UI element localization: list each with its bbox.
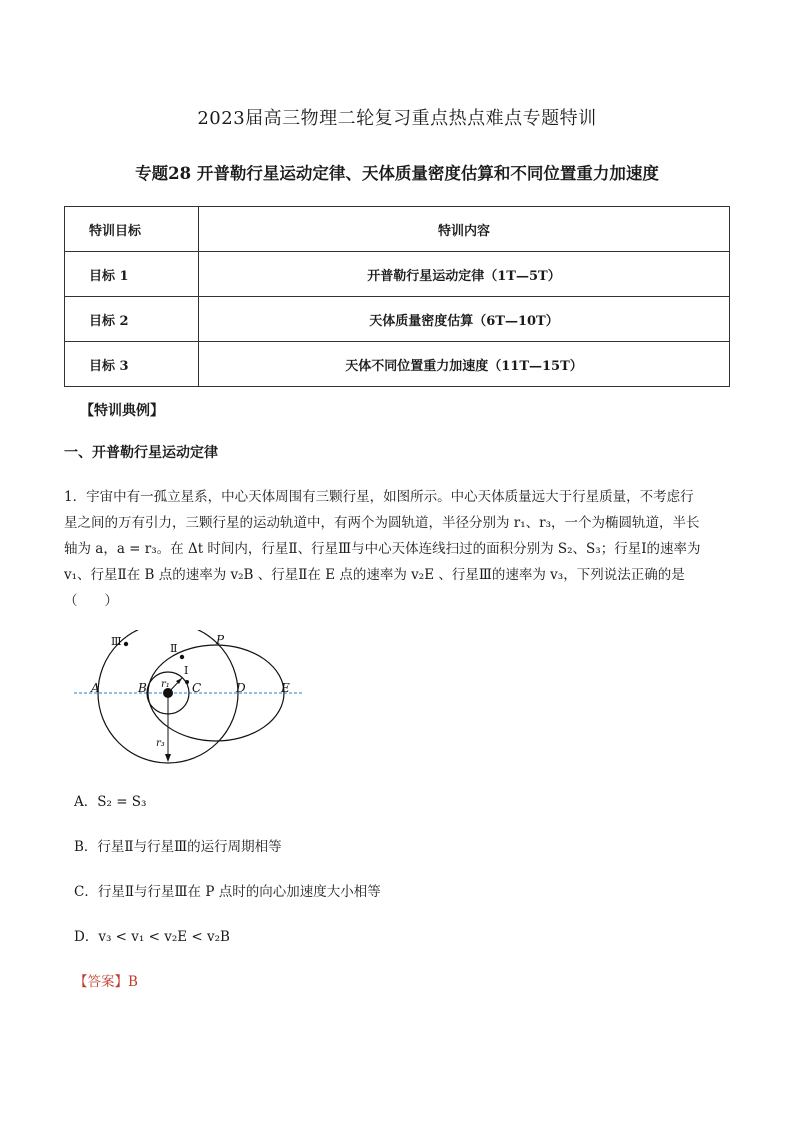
table-row [65, 252, 730, 297]
label-planet-1: Ⅰ [184, 664, 189, 677]
planet-2 [180, 655, 184, 659]
goals-table [64, 206, 730, 387]
table-cell: 天体不同位置重力加速度（11T—15T） [199, 342, 730, 387]
table-cell: 开普勒行星运动定律（1T—5T） [199, 252, 730, 297]
table-cell: 目标 3 [65, 342, 199, 387]
question-text [64, 484, 730, 614]
label-p: P [216, 633, 225, 647]
table-header-row [65, 207, 730, 252]
table-row [65, 297, 730, 342]
option-c: C．行星Ⅱ与行星Ⅲ在 P 点时的向心加速度大小相等 [74, 884, 381, 900]
answer [74, 970, 138, 990]
label-a: A [91, 681, 100, 695]
table-cell: 天体质量密度估算（6T—10T） [199, 297, 730, 342]
label-planet-2: Ⅱ [170, 642, 178, 655]
question-line: 轴为 a，a = r₃。在 Δt 时间内，行星Ⅱ、行星Ⅲ与中心天体连线扫过的面积分别为 S₂、S₃；行星Ⅰ的速率为 [64, 541, 701, 557]
question-line: 星之间的万有引力，三颗行星的运动轨道中，有两个为圆轨道，半径分别为 r₁、r₃，一个为椭圆轨道，半长 [64, 515, 700, 531]
question-line: 1．宇宙中有一孤立星系，中心天体周围有三颗行星，如图所示。中心天体质量远大于行星质量，不考虑行 [64, 489, 694, 505]
option-b: B．行星Ⅱ与行星Ⅲ的运行周期相等 [74, 839, 282, 855]
label-d: D [236, 681, 246, 695]
label-planet-3: Ⅲ [111, 635, 122, 648]
question-line: v₁、行星Ⅱ在 B 点的速率为 v₂B 、行星Ⅱ在 E 点的速率为 v₂E 、行星Ⅲ的速率为 v₃，下列说法正确的是（ ） [64, 567, 685, 609]
table-header-cell: 特训内容 [199, 207, 730, 252]
label-r3: r₃ [156, 738, 165, 749]
planet-3 [124, 642, 128, 646]
planet-1 [185, 680, 189, 684]
label-e: E [281, 681, 290, 695]
answer-label: 【答案】 [74, 974, 128, 990]
page-subtitle: 专题28 开普勒行星运动定律、天体质量密度估算和不同位置重力加速度 [135, 164, 659, 183]
table-cell: 目标 1 [65, 252, 199, 297]
table-cell: 目标 2 [65, 297, 199, 342]
page-title: 2023届高三物理二轮复习重点热点难点专题特训 [197, 108, 597, 129]
label-r1: r₁ [161, 679, 170, 690]
table-row [65, 342, 730, 387]
option-a: A．S₂ = S₃ [74, 794, 147, 810]
section-heading: 一、开普勒行星运动定律 [64, 445, 218, 461]
option-d: D．v₃ < v₁ < v₂E < v₂B [74, 929, 230, 945]
label-c: C [192, 681, 202, 695]
r3-arrowhead [165, 754, 171, 762]
answer-value: B [128, 974, 138, 990]
section-label: 【特训典例】 [80, 403, 164, 419]
label-b: B [138, 681, 147, 695]
table-header-cell: 特训目标 [65, 207, 199, 252]
orbit-diagram [70, 630, 310, 766]
